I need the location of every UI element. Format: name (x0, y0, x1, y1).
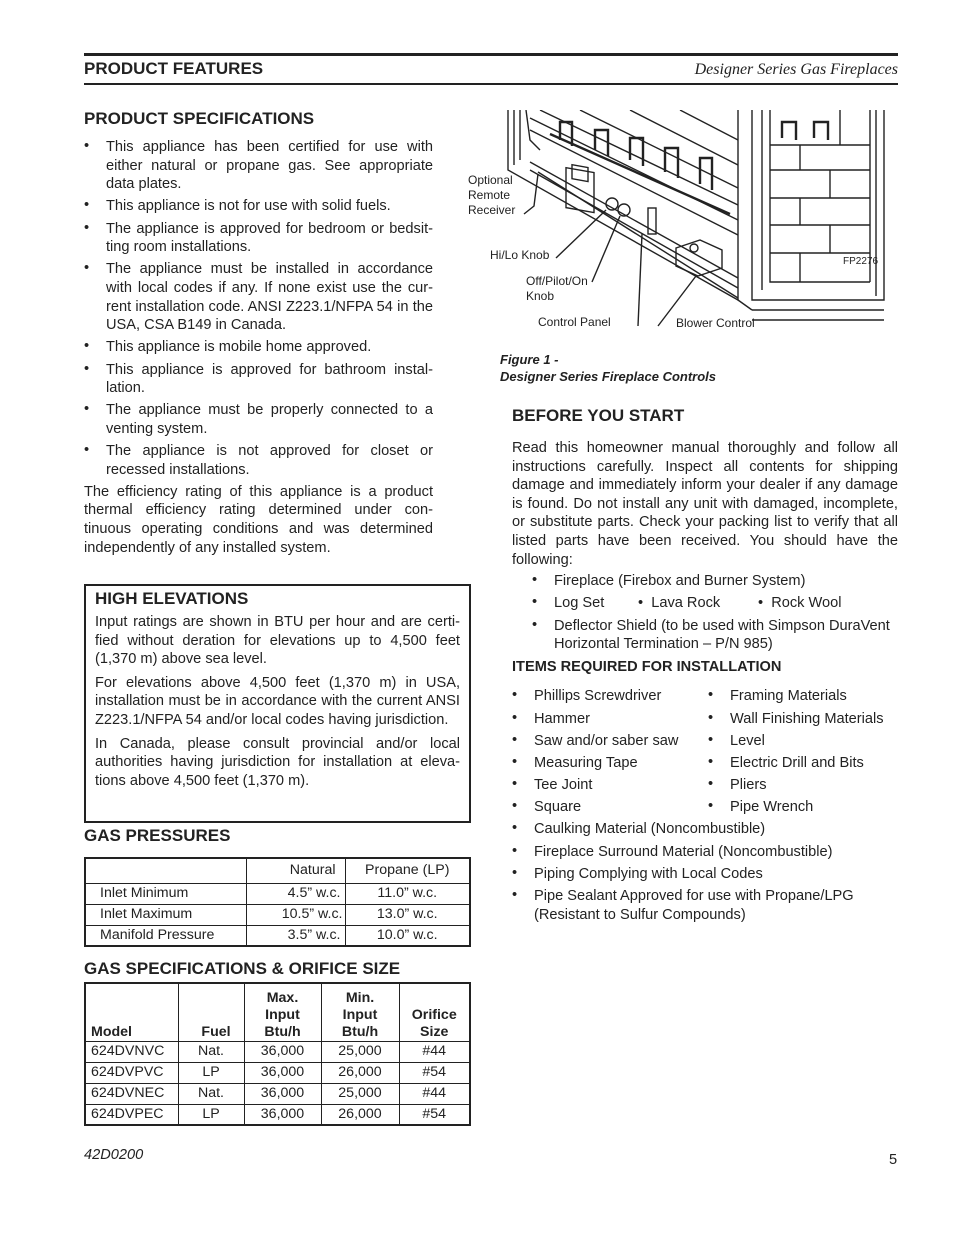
table-cell: 36,000 (244, 1041, 321, 1062)
fireplace-controls-illustration (500, 110, 898, 340)
table-cell: 26,000 (321, 1062, 399, 1083)
table-cell: 624DVNVC (85, 1041, 178, 1062)
series-title: Designer Series Gas Fireplaces (694, 61, 898, 78)
list-item: • Pipe Sealant Approved for use with Propane/LPG (Resistant to Sulfur Compounds) (512, 887, 898, 924)
table-header: Model (85, 983, 178, 1041)
table-row (85, 1104, 470, 1125)
list-item: • Electric Drill and Bits (708, 754, 898, 773)
efficiency-paragraph: The efficiency rating of this appliance is a product thermal efficiency rating determined under con-tinuous operating conditions and was determined independently of any installed system. (84, 483, 433, 556)
list-item: • Level (708, 732, 898, 751)
label-hilo-knob: Hi/Lo Knob (490, 248, 550, 262)
table-cell: 11.0” w.c. (345, 883, 470, 904)
list-item: • Pliers (708, 776, 898, 795)
table-row (85, 1041, 470, 1062)
table-cell: 4.5” w.c. (246, 883, 345, 904)
list-item: • Saw and/or saber saw (512, 732, 708, 751)
section-title: PRODUCT FEATURES (84, 59, 264, 78)
table-cell: 10.0” w.c. (345, 925, 470, 946)
table-cell: 624DVPVC (85, 1062, 178, 1083)
table-header: Fuel (178, 983, 244, 1041)
specs-heading: PRODUCT SPECIFICATIONS (84, 109, 315, 128)
list-item: • Hammer (512, 710, 708, 729)
doc-number: 42D0200 (84, 1147, 144, 1163)
specs-list (84, 138, 433, 479)
items-left-list (512, 687, 708, 820)
figure-caption: Figure 1 - Designer Series Fireplace Controls (500, 352, 717, 384)
label-off-pilot-on-knob: Off/Pilot/On Knob (526, 274, 588, 303)
table-cell: 25,000 (321, 1083, 399, 1104)
table-cell: 26,000 (321, 1104, 399, 1125)
high-elevations-p2: For elevations above 4,500 feet (1,370 m) in USA, installation must be in accordance with the current ANSI Z223.1/NFPA 54 and/or local codes having jurisdiction. (95, 674, 460, 728)
gas-pressures-heading: GAS PRESSURES (84, 826, 231, 845)
table-header: Max. Input Btu/h (244, 983, 321, 1041)
table-cell: #54 (399, 1062, 470, 1083)
list-item: • Deflector Shield (to be used with Simpson DuraVent Horizontal Termination – P/N 985) (532, 617, 898, 654)
list-item: • Wall Finishing Materials (708, 710, 898, 729)
gas-pressures-table (84, 857, 471, 947)
list-item: • Tee Joint (512, 776, 708, 795)
list-item: • Pipe Wrench (708, 798, 898, 817)
table-cell: 624DVNEC (85, 1083, 178, 1104)
items-right-list (708, 687, 898, 820)
header-rule-top (84, 53, 898, 56)
table-cell: 25,000 (321, 1041, 399, 1062)
header-rule-bottom (84, 83, 898, 85)
high-elevations-p3: In Canada, please consult provincial and/or local authorities having jurisdiction for installation at eleva-tions above 4,500 feet (1,370 m). (95, 735, 460, 789)
table-header: Propane (LP) (345, 858, 470, 883)
before-heading: BEFORE YOU START (512, 406, 685, 425)
label-control-panel: Control Panel (538, 315, 611, 329)
list-item: • Framing Materials (708, 687, 898, 706)
label-optional-remote-receiver: Optional Remote Receiver (468, 173, 516, 217)
table-row (85, 1062, 470, 1083)
gas-specs-heading: GAS SPECIFICATIONS & ORIFICE SIZE (84, 959, 401, 978)
before-paragraph: Read this homeowner manual thoroughly and follow all instructions carefully. Inspect all contents for shipping damage and immediately inform your dealer if any damage is found. Do not install any unit with damaged, incomplete, or substitute parts. Check your packing list to verify that all listed parts have been received. You should have the following: (512, 440, 898, 568)
table-row (85, 1083, 470, 1104)
list-item: • Fireplace (Firebox and Burner System) (532, 572, 898, 591)
table-cell: Inlet Maximum (85, 904, 246, 925)
figure-code: FP2276 (843, 256, 879, 267)
table-cell: LP (178, 1104, 244, 1125)
gas-specs-table (84, 982, 471, 1126)
list-item: • This appliance has been certified for use with either natural or propane gas. See appropriate data plates. (84, 138, 433, 194)
table-cell (85, 858, 246, 883)
high-elevations-heading: HIGH ELEVATIONS (95, 589, 249, 608)
table-cell: 3.5” w.c. (246, 925, 345, 946)
table-row (85, 883, 470, 904)
table-cell: 36,000 (244, 1104, 321, 1125)
table-cell: LP (178, 1062, 244, 1083)
table-cell: #54 (399, 1104, 470, 1125)
list-item: • The appliance must be properly connected to a venting system. (84, 401, 433, 438)
table-header: Natural (246, 858, 345, 883)
list-item: • Measuring Tape (512, 754, 708, 773)
table-cell: 36,000 (244, 1083, 321, 1104)
label-blower-control: Blower Control (676, 316, 755, 330)
product-specifications (84, 108, 433, 557)
table-row (85, 925, 470, 946)
page-number: 5 (889, 1152, 898, 1168)
list-item: • The appliance is not approved for closet or recessed installations. (84, 442, 433, 479)
table-row (85, 983, 470, 1041)
table-cell: 13.0” w.c. (345, 904, 470, 925)
table-cell: Nat. (178, 1083, 244, 1104)
high-elevations-p1: Input ratings are shown in BTU per hour and are certi-fied without deration for elevations up to 4,500 feet (1,370 m) above sea level. (95, 614, 460, 668)
list-item: • This appliance is approved for bathroom instal-lation. (84, 361, 433, 398)
before-you-start (512, 405, 898, 928)
table-row (85, 858, 470, 883)
list-item: • This appliance is not for use with solid fuels. (84, 197, 433, 216)
list-item: • Piping Complying with Local Codes (512, 865, 898, 884)
items-required-heading: ITEMS REQUIRED FOR INSTALLATION (512, 658, 782, 675)
list-item: • The appliance must be installed in accordance with local codes if any. If none exist use the cur-rent installation code. ANSI Z223.1/NFPA 54 in the USA, CSA B149 in Canada. (84, 260, 433, 334)
table-cell: Nat. (178, 1041, 244, 1062)
table-header: Min. Input Btu/h (321, 983, 399, 1041)
table-row (85, 904, 470, 925)
table-cell: Inlet Minimum (85, 883, 246, 904)
list-item: • The appliance is approved for bedroom or bedsit-ting room installations. (84, 220, 433, 257)
items-two-column (512, 687, 898, 820)
high-elevations-box (84, 584, 471, 823)
list-item: • Caulking Material (Noncombustible) (512, 820, 898, 839)
items-full-list (512, 820, 898, 924)
table-cell: 10.5” w.c. (246, 904, 345, 925)
table-cell: Manifold Pressure (85, 925, 246, 946)
table-cell: 36,000 (244, 1062, 321, 1083)
list-item: • Square (512, 798, 708, 817)
list-item: • Fireplace Surround Material (Noncombustible) (512, 843, 898, 862)
list-item: • Log Set • Lava Rock • Rock Wool (532, 594, 898, 613)
list-item: • Phillips Screwdriver (512, 687, 708, 706)
table-cell: #44 (399, 1041, 470, 1062)
contents-list (532, 572, 898, 654)
table-header: Orifice Size (399, 983, 470, 1041)
table-cell: #44 (399, 1083, 470, 1104)
list-item: • This appliance is mobile home approved. (84, 338, 433, 357)
table-cell: 624DVPEC (85, 1104, 178, 1125)
